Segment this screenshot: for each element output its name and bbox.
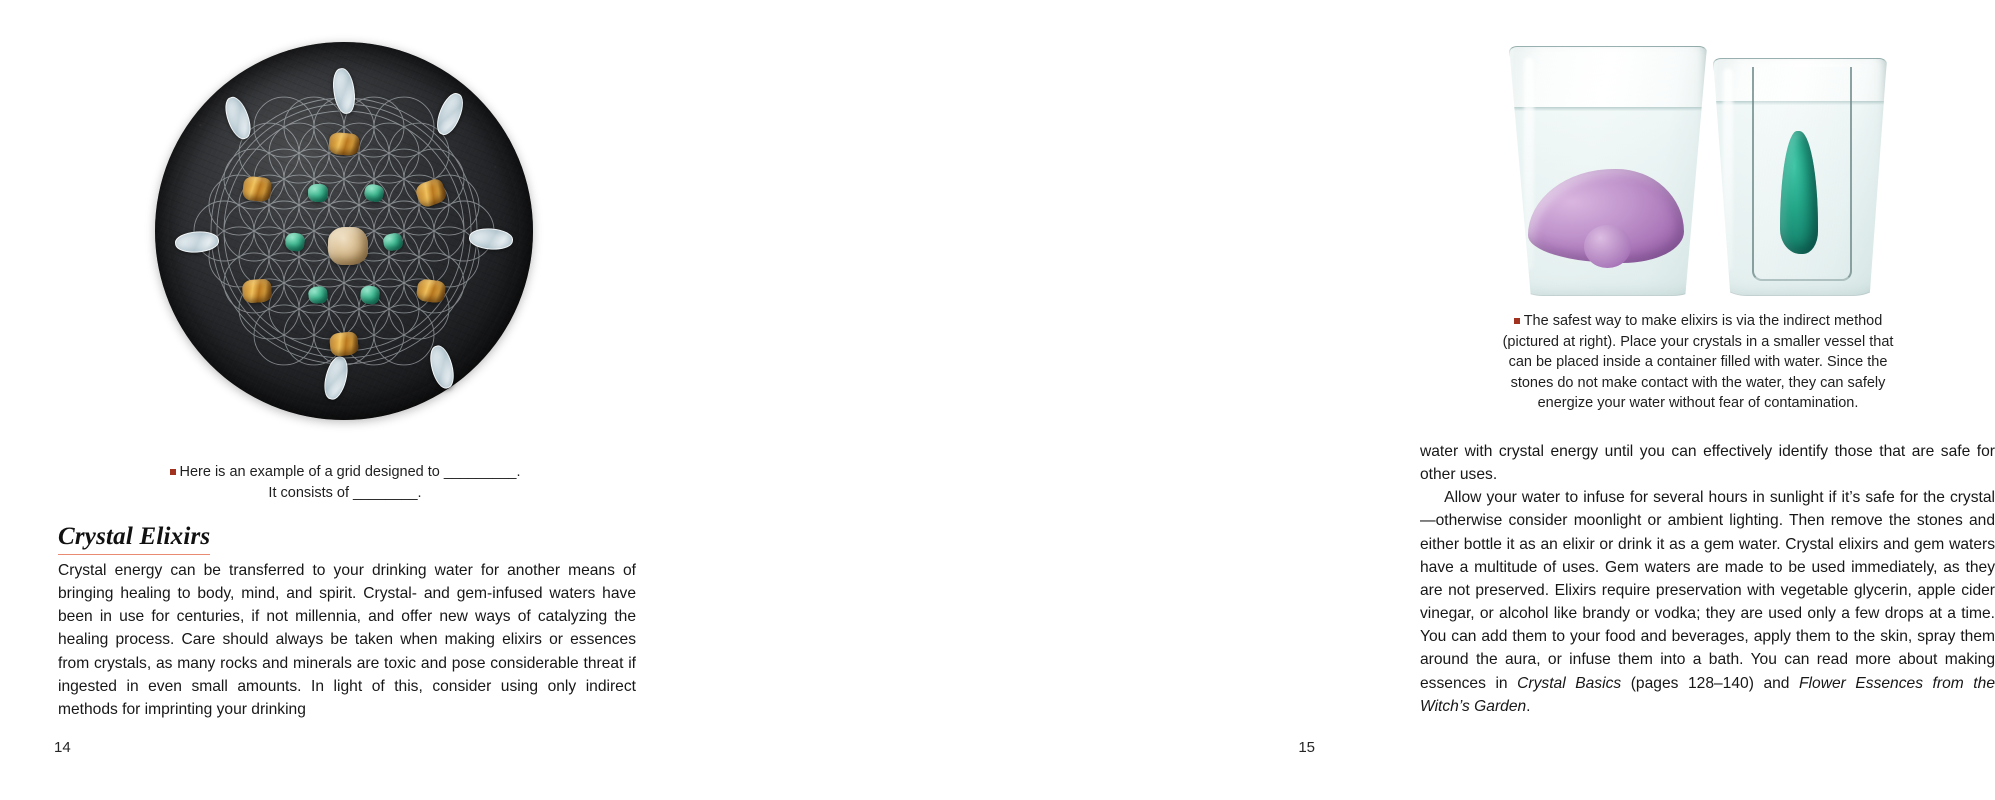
outer-glass-with-inner-vessel xyxy=(1713,58,1887,296)
tigers-eye-tumble xyxy=(328,132,360,157)
center-stone xyxy=(328,227,368,265)
left-body-column xyxy=(58,559,636,721)
text-run: . xyxy=(1526,697,1531,715)
slate-disc xyxy=(155,42,533,420)
tigers-eye-tumble xyxy=(242,279,273,304)
section-heading-wrap xyxy=(58,524,638,555)
paragraph: Crystal energy can be transferred to your drinking water for another means of bringing healing to body, mind, and spirit. Crystal- and gem-infused waters have been in use for centuries, if not millennia, and offer new ways of catalyzing the healing process. Care should always be taken when making elixirs or essences from crystals, as many rocks and minerals are toxic and pose considerable threat if ingested in even small amounts. In light of this, consider using only indirect methods for imprinting your drinking xyxy=(58,562,636,718)
right-page xyxy=(686,0,1995,800)
crystal-grid-caption xyxy=(60,462,630,503)
bullet-square-icon xyxy=(170,469,176,475)
elixir-glasses-caption xyxy=(1492,311,1904,414)
paragraph xyxy=(1420,486,1995,718)
text-run: water with crystal energy until you can effectively identify those that are safe for other uses. xyxy=(1420,443,1995,484)
right-body-column xyxy=(1420,440,1995,718)
caption-line-1: Here is an example of a grid designed to _________. xyxy=(179,464,521,480)
tigers-eye-tumble xyxy=(242,176,272,203)
page-number-right: 15 xyxy=(1298,739,1315,756)
text-run: (pages 128–140) and xyxy=(1621,674,1800,692)
book-title: Flower Essences from the Witch’s Garden xyxy=(1420,674,1995,715)
waterline-left xyxy=(1510,107,1706,111)
page-number-left: 14 xyxy=(54,739,71,756)
glass-highlight xyxy=(1723,68,1733,271)
outer-glass-with-amethyst xyxy=(1509,46,1707,296)
green-aventurine-tumble xyxy=(307,286,328,305)
inner-vessel xyxy=(1752,67,1852,281)
section-heading: Crystal Elixirs xyxy=(58,524,210,555)
chrysocolla-stone xyxy=(1780,131,1819,254)
paragraph xyxy=(1420,440,1995,486)
left-page xyxy=(0,0,686,800)
bullet-square-icon xyxy=(1514,318,1520,324)
caption-line-2: It consists of ________. xyxy=(268,484,422,501)
caption-text: The safest way to make elixirs is via the indirect method (pictured at right). Place your crystals in a smaller vessel that can be placed inside a container filled with water. Since the stones do not make contact with the water, they can safely energize your water without fear of contamination. xyxy=(1502,313,1894,412)
book-title: Crystal Basics xyxy=(1517,674,1622,692)
crystal-grid-figure xyxy=(155,42,533,420)
green-aventurine-tumble xyxy=(308,184,328,202)
elixir-glasses-figure xyxy=(1501,38,1886,296)
text-run: Allow your water to infuse for several hours in sunlight if it’s safe for the crystal—otherwise consider moonlight or ambient lighting. Then remove the stones and either bottle it as an elixir or drink it as a gem water. Crystal elixirs and gem waters have a multitude of uses. Gem waters are made to be used immediately, as they are not preserved. Elixirs require preservation with vegetable glycerin, apple cider vinegar, or alcohol like brandy or vodka; they are used only a few drops at a time. You can add them to your food and beverages, apply them to the skin, spray them around the aura, or infuse them into a bath. You can read more about making essences in xyxy=(1420,489,1995,692)
